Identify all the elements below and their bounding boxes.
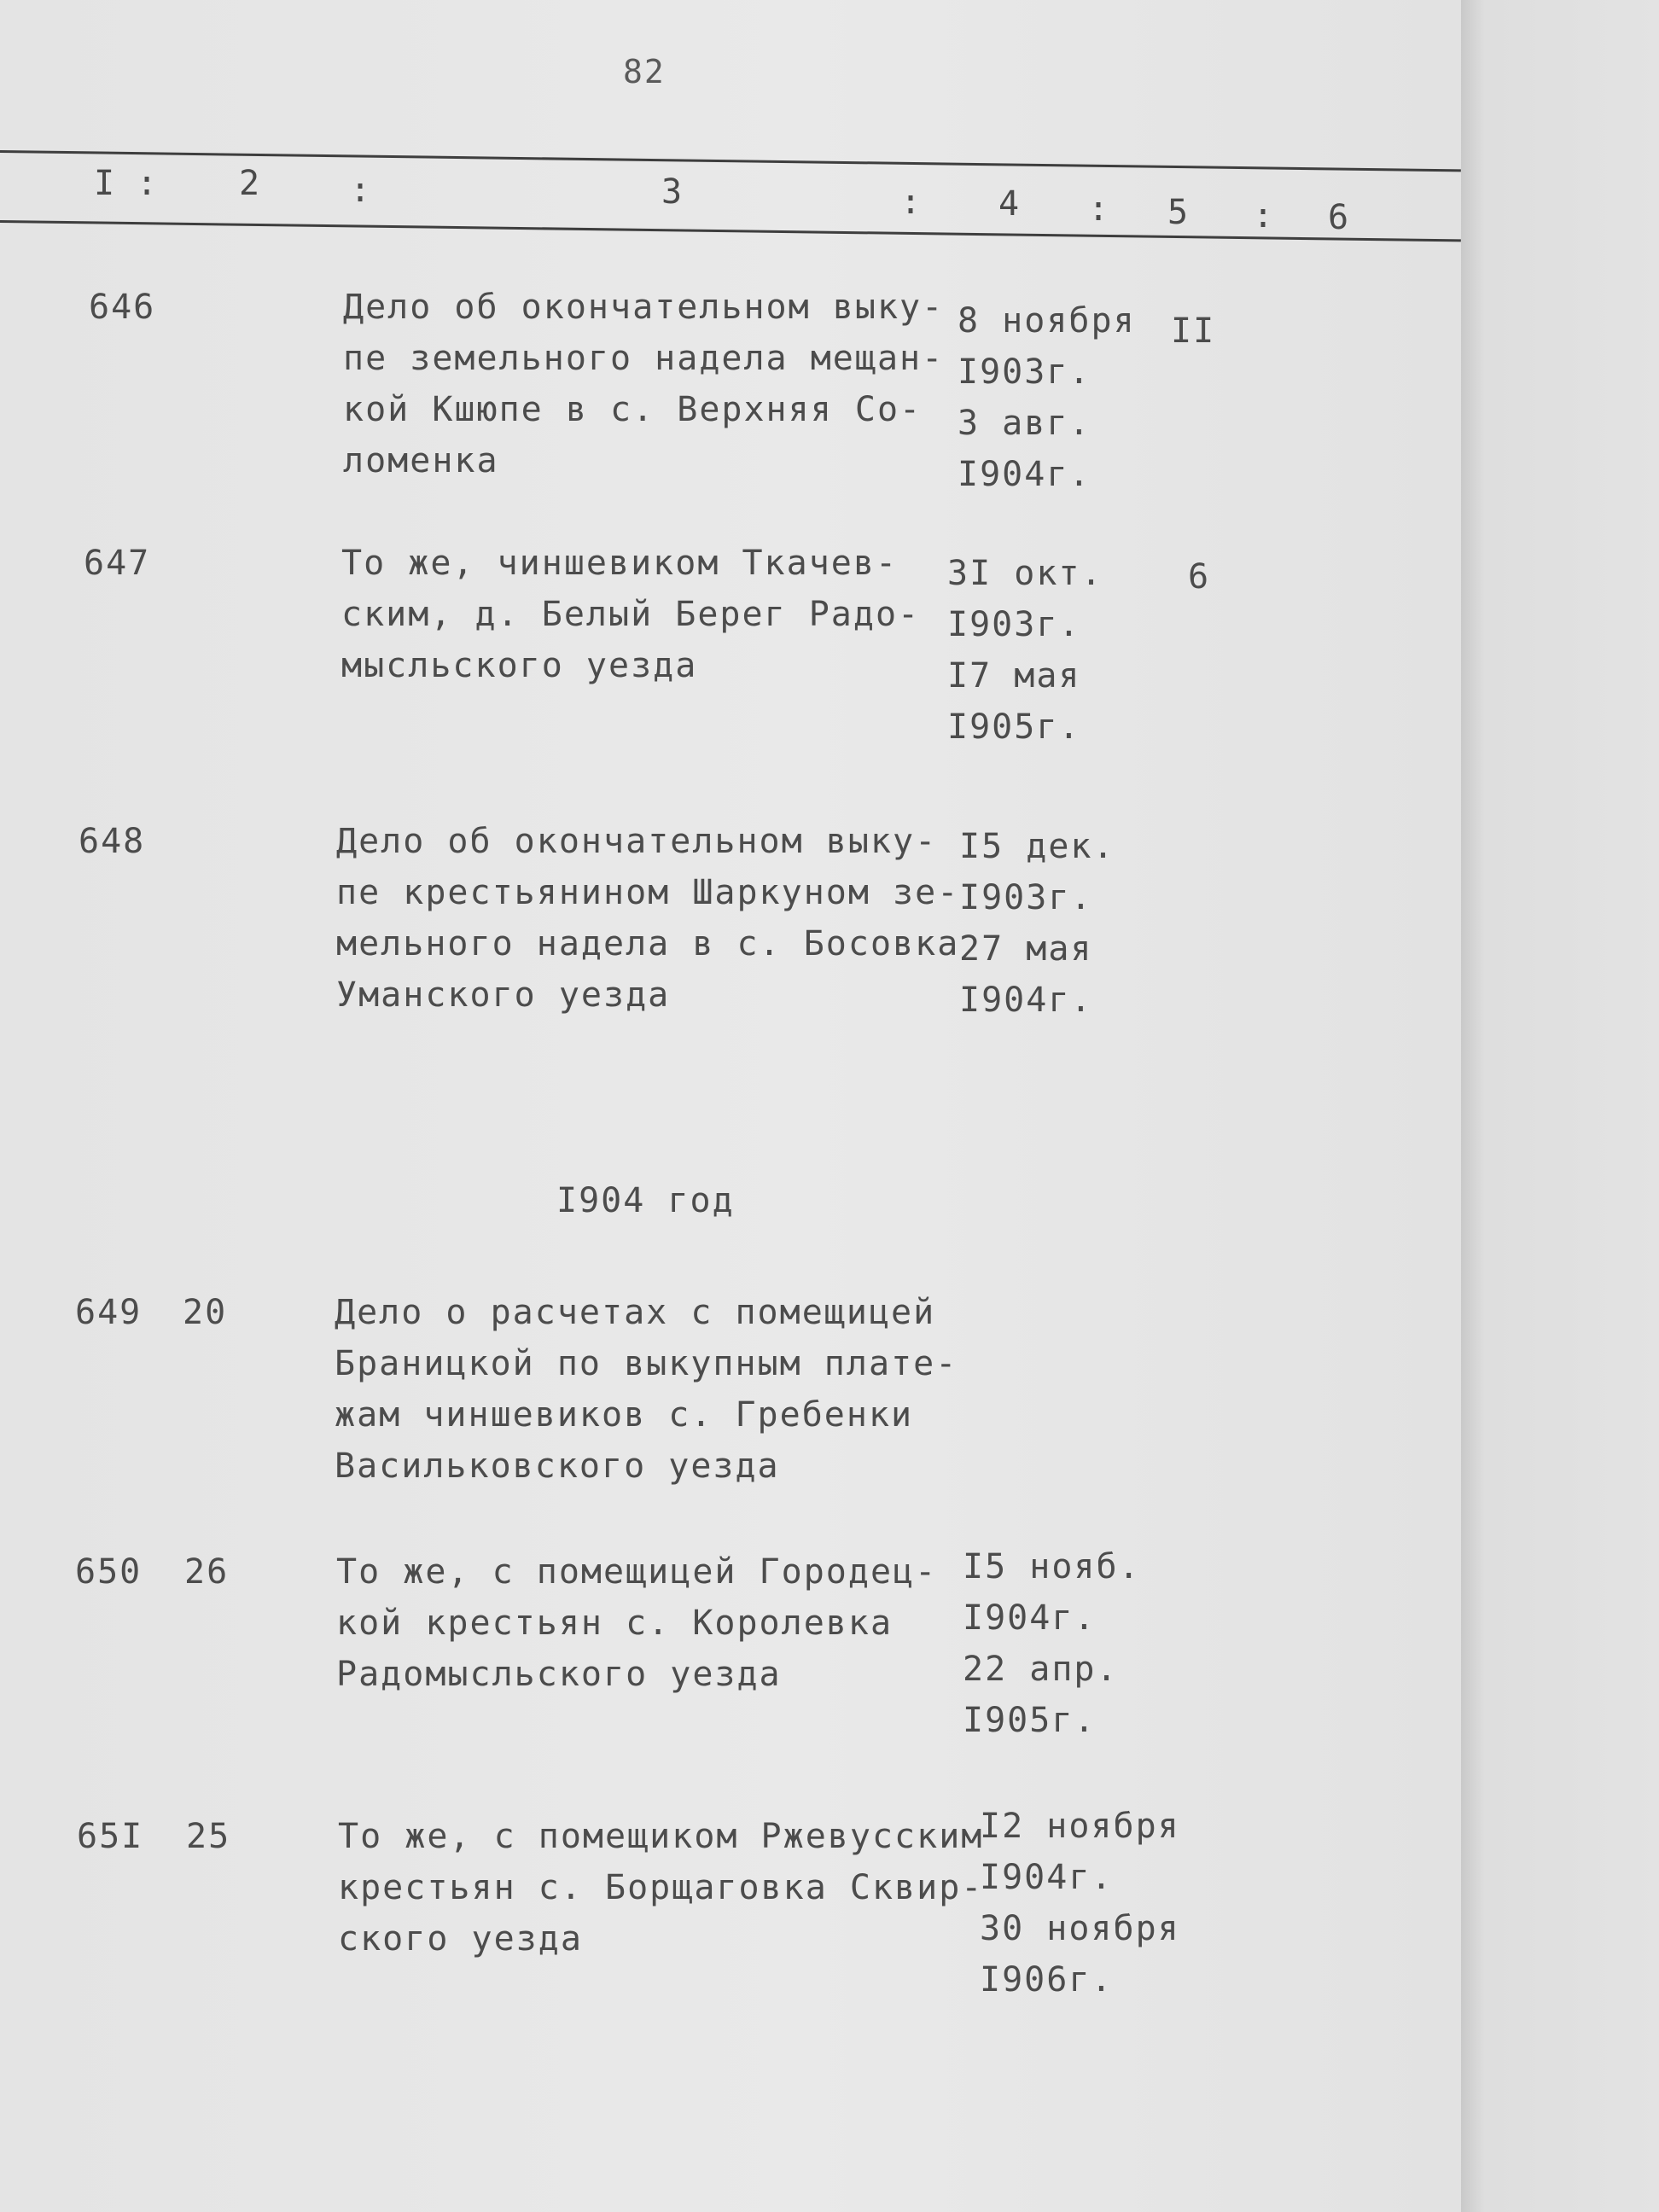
date-line: I905г. <box>963 1701 1097 1740</box>
description-line: То же, с помещицей Городец- <box>336 1552 938 1592</box>
column-header-3: 3 <box>661 172 683 212</box>
date-line: 3 авг. <box>958 404 1091 443</box>
entry-description <box>336 816 959 1021</box>
description-line: Радомысльского уезда <box>336 1655 782 1694</box>
description-line: ломенка <box>343 441 499 480</box>
column-header-1: I <box>94 164 115 203</box>
description-line: жам чиншевиков с. Гребенки <box>335 1395 914 1435</box>
description-line: кой Кшюпе в с. Верхняя Со- <box>343 390 923 429</box>
column-separator: : <box>137 164 158 203</box>
entry-column-2: 25 <box>186 1817 231 1856</box>
description-line: Дело об окончательном выку- <box>336 822 938 861</box>
description-line: Уманского уезда <box>336 975 671 1015</box>
column-separator: : <box>350 171 371 210</box>
description-line: ским, д. Белый Берег Радо- <box>341 595 921 634</box>
column-header-5: 5 <box>1167 193 1189 232</box>
entry-description <box>336 1546 937 1700</box>
date-line: 27 мая <box>959 929 1093 969</box>
date-line: I906г. <box>980 1960 1114 2000</box>
entry-description <box>338 1811 983 1965</box>
date-line: 8 ноября <box>958 301 1136 341</box>
date-line: I7 мая <box>947 656 1081 696</box>
entry-number: 647 <box>84 544 151 583</box>
date-line: I903г. <box>958 352 1091 392</box>
description-line: Браницкой по выкупным плате- <box>335 1344 958 1383</box>
description-line: пе крестьянином Шаркуном зе- <box>336 873 960 912</box>
entry-number: 646 <box>89 288 156 327</box>
entry-description <box>335 1287 958 1492</box>
description-line: Дело об окончательном выку- <box>343 288 945 327</box>
entry-number: 649 <box>75 1293 143 1332</box>
entry-description <box>341 538 920 691</box>
date-line: I903г. <box>959 878 1093 917</box>
column-separator: : <box>1253 196 1274 236</box>
entry-description <box>343 282 944 486</box>
date-line: I5 дек. <box>959 827 1115 866</box>
entry-dates <box>963 1541 1141 1746</box>
date-line: I904г. <box>958 455 1091 494</box>
entry-dates <box>980 1801 1180 2005</box>
entry-number: 648 <box>79 822 146 861</box>
description-line: Васильковского уезда <box>335 1447 780 1486</box>
description-line: То же, чиншевиком Ткачев- <box>341 544 899 583</box>
date-line: I904г. <box>959 981 1093 1020</box>
description-line: пе земельного надела мещан- <box>343 339 945 378</box>
date-line: I904г. <box>980 1858 1114 1897</box>
date-line: 30 ноября <box>980 1909 1180 1948</box>
date-line: I2 ноября <box>980 1807 1180 1846</box>
description-line: Дело о расчетах с помещицей <box>335 1293 936 1332</box>
entry-dates <box>959 821 1115 1026</box>
column-separator: : <box>1088 189 1109 229</box>
entry-column-2: 20 <box>183 1293 228 1332</box>
column-header-4: 4 <box>998 184 1020 224</box>
date-line: I903г. <box>947 605 1081 644</box>
entry-column-2: 26 <box>184 1552 230 1592</box>
entry-dates <box>947 548 1103 753</box>
date-line: 3I окт. <box>947 554 1103 593</box>
column-separator: : <box>900 183 922 222</box>
entry-number: 65I <box>77 1817 144 1856</box>
entry-dates <box>958 295 1136 500</box>
column-header-6: 6 <box>1328 198 1349 237</box>
section-heading: I904 год <box>556 1181 735 1220</box>
description-line: То же, с помещиком Ржевусским <box>338 1817 984 1856</box>
date-line: I5 нояб. <box>963 1547 1141 1586</box>
date-line: I904г. <box>963 1598 1097 1638</box>
description-line: мельного надела в с. Босовка <box>336 924 960 963</box>
page-number: 82 <box>623 53 666 90</box>
page-edge-shadow <box>1461 0 1659 2212</box>
date-line: I905г. <box>947 707 1081 747</box>
entry-sheet-count: 6 <box>1188 557 1211 597</box>
entry-sheet-count: II <box>1171 311 1216 351</box>
column-header-2: 2 <box>239 164 260 203</box>
description-line: ского уезда <box>338 1919 583 1959</box>
description-line: мысльского уезда <box>341 646 698 685</box>
description-line: кой крестьян с. Королевка <box>336 1604 894 1643</box>
date-line: 22 апр. <box>963 1650 1119 1689</box>
entry-number: 650 <box>75 1552 143 1592</box>
description-line: крестьян с. Борщаговка Сквир- <box>338 1868 984 1907</box>
